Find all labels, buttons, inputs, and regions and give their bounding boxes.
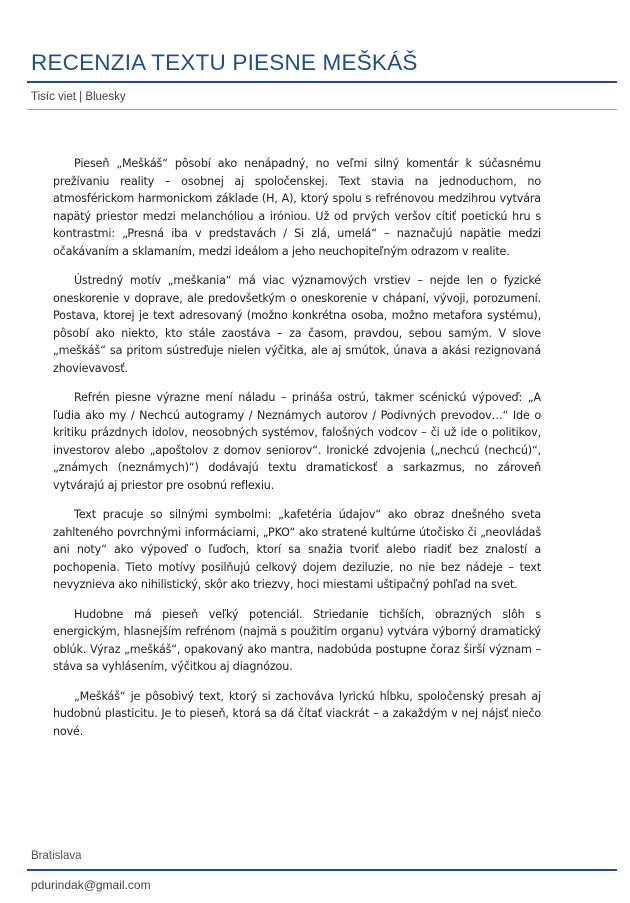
footer-email[interactable]: pdurindak@gmail.com [31,878,151,892]
review-paragraph-1: Pieseň „Meškáš“ pôsobí ako nenápadný, no veľmi silný komentár k súčasnému prežívaniu reality – osobnej aj spoločenskej. Text stavia na jednoduchom, no atmosférickom harmonickom základe (H, A), ktorý spolu s refrénovou medzihrou vytvára napätý priestor medzi melanchóliou a iróniou. Už od prvých veršov cítiť poetickú hru s kontrastmi: „Presná iba v predstavách / Si zlá, umelá“ – naznačujú napätie medzi očakávaním a sklamaním, medzi ideálom a jeho neuchopiteľným odrazom v realite. [53,157,541,258]
review-paragraph-5: Hudobne má pieseň veľký potenciál. Striedanie tichších, obrazných slôh s energickým, hlasnejším refrénom (najmä s použitím organu) vytvára výborný dramatický oblúk. Výraz „meškáš“, opakovaný ako mantra, nadobúda postupne čoraz širší význam – stáva sa vyhlásením, výčitkou aj diagnózou. [53,607,541,673]
document-title: RECENZIA TEXTU PIESNE MEŠKÁŠ [31,50,418,75]
review-paragraph-4: Text pracuje so silnými symbolmi: „kafetéria údajov“ ako obraz dnešného sveta zahlteného povrchnými informáciami, „PKO“ ako stratené kultúrne útočisko či „neovládaš ani noty“ ako výpoveď o ľuďoch, ktorí sa snažia tvoriť alebo riadiť bez znalostí a pochopenia. Tieto motívy posilňujú celkový dojem deziluzie, no nie bez nádeje – text nevyznieva ako nihilistický, skôr ako triezvy, hoci miestami uštipačný pohľad na svet. [53,508,541,591]
review-paragraph-6: „Meškáš“ je pôsobivý text, ktorý si zachováva lyrickú hĺbku, spoločenský presah aj hudobnú plasticitu. Je to pieseň, ktorá sa dá čítať viackrát – a zakaždým v nej nájsť niečo nové. [53,689,541,738]
footer-divider [27,869,617,871]
title-divider [27,81,617,83]
footer-city: Bratislava [31,850,82,862]
subtitle-divider [27,109,617,110]
review-paragraph-2: Ústredný motív „meškania“ má viac významových vrstiev – nejde len o fyzické oneskorenie v doprave, ale predovšetkým o oneskorenie v chápaní, vývoji, porozumení. Postava, ktorej je text adresovaný (možno konkrétna osoba, možno metafora systému), pôsobí ako niekto, kto stále zaostáva – za časom, pravdou, sebou samým. V slove „meškáš“ sa pritom sústreďuje nielen výčitka, ale aj smútok, únava a akási rezignovaná zhovievavosť. [53,274,541,375]
document-subtitle: Tisíc viet | Bluesky [31,91,126,103]
review-body [53,155,541,752]
review-paragraph-3: Refrén piesne výrazne mení náladu – prináša ostrú, takmer scénickú výpoveď: „A ľudia ako my / Nechcú autogramy / Neznámych autorov / Podivných prevodov…“ Ide o kritiku prázdnych idolov, neosobných systémov, falošných vodcov – či už ide o politikov, investorov alebo „apoštolov z domov seniorov“. Ironické zdvojenia („nechcú (nechcú)“, „známych (neznámych)“) dodávajú textu dramatickosť a sarkazmus, no zároveň vytvárajú aj priestor pre osobnú reflexiu. [53,391,541,492]
